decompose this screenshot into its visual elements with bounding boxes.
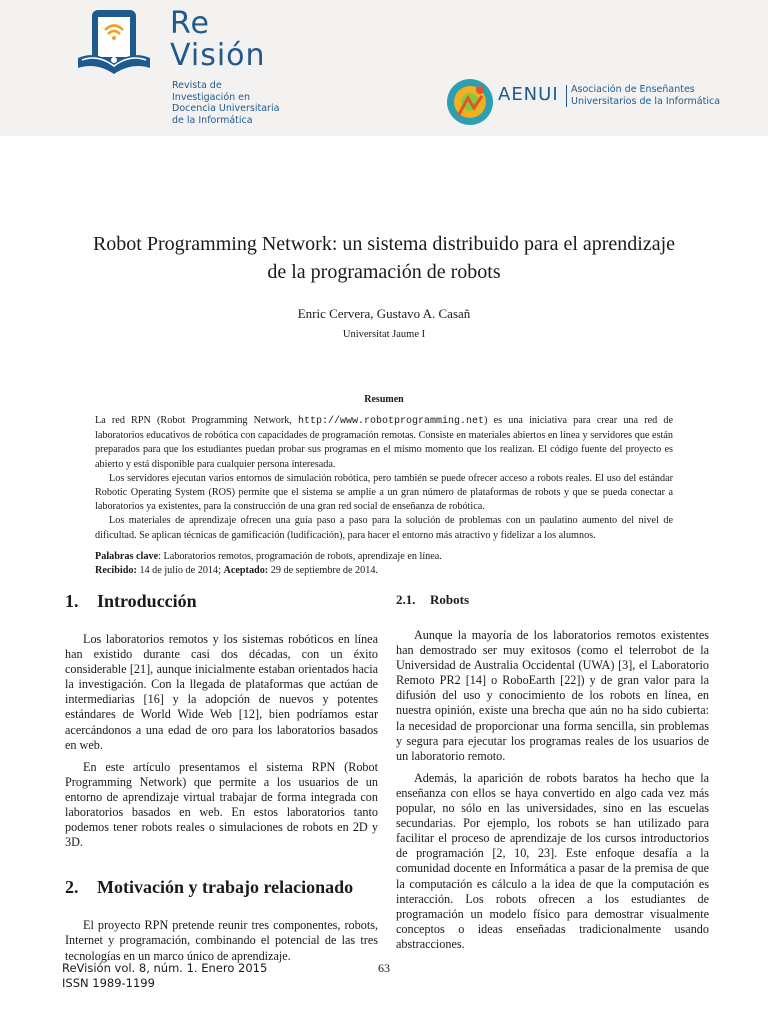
- project-url[interactable]: http://www.robotprogramming.net: [298, 416, 485, 427]
- abstract-heading: Resumen: [364, 394, 404, 405]
- paper-authors: Enric Cervera, Gustavo A. Casañ: [297, 306, 471, 321]
- section-heading: 1. Introducción: [65, 591, 197, 611]
- aenui-divider: [566, 85, 567, 107]
- footer-journal-info: ReVisión vol. 8, núm. 1. Enero 2015 ISSN 1989-1199: [62, 961, 268, 990]
- abstract-paragraph: La red RPN (Robot Programming Network, http://www.robotprogramming.net) es una iniciativa para crear una red de laboratorios educativos de robótica con capacidades de programación remotas. Consiste en materiales abiertos en línea y servidores que están preparados para que los estudiantes puedan probar sus programas en el mismo momento que los realizan. El código fuente del proyecto es abierto y está disponible para cualquier persona interesada.: [95, 415, 673, 470]
- left-column: [65, 590, 378, 971]
- dates-line: Recibido: 14 de julio de 2014; Aceptado: 29 de septiembre de 2014.: [95, 565, 378, 577]
- body-paragraph: Además, la aparición de robots baratos ha hecho que la enseñanza con ellos se haya convertido en algo cada vez más popular, no sólo en las universidades, sino en las escuelas secundarias. Por ejemplo, los robots se han utilizado para facilitar el proceso de aprendizaje de los cursos introductorios de programación [2, 10, 23]. Este enfoque desafía a la comunidad docente en Informática a pasar de la premisa de que la computación es cálculo a la idea de que la computación es interacción. Los robots ofrecen a los estudiantes de programación un modelo físico para demostrar visualmente conceptos o ideas enseñadas tradicionalmente usando abstracciones.: [396, 770, 709, 951]
- section-heading: 2. Motivación y trabajo relacionado: [65, 877, 354, 898]
- body-paragraph: Aunque la mayoría de los laboratorios remotos existentes han demostrado ser muy exitosos (como el telerrobot de la Universidad de Australia Occidental (UWA) [3], el Laboratorio Remoto PR2 [14] o RoboEarth [22]) y de gran valor para la difusión del uso y conocimiento de los robots en línea, en nuestra opinión, existe una brecha que aún no ha sido cubierta: la necesidad de proporcionar una forma sencilla, sin problemas y segura para ejecutar los programas reales de los usuarios de un laboratorio remoto.: [396, 628, 709, 763]
- aenui-name: AENUI: [498, 84, 559, 105]
- body-paragraph: El proyecto RPN pretende reunir tres componentes, robots, Internet y programación, combinando el potencial de las tres tecnologías en un marco único de aprendizaje.: [65, 918, 378, 963]
- journal-name: Re Visión: [170, 6, 266, 73]
- keywords-line: Palabras clave: Laboratorios remotos, programación de robots, aprendizaje en línea.: [95, 551, 442, 562]
- revision-logo-icon: [76, 8, 156, 80]
- journal-subtitle: Revista de Investigación en Docencia Universitaria de la Informática: [172, 80, 280, 126]
- subsection-heading: 2.1. Robots: [396, 592, 470, 607]
- aenui-logo-icon: [444, 76, 496, 128]
- journal-header: [0, 0, 768, 136]
- page-number: 63: [378, 961, 390, 975]
- abstract-paragraph: Los materiales de aprendizaje ofrecen una guía paso a paso para la solución de problemas con un paulatino aumento del nivel de dificultad. Se aplican técnicas de gamificación (ludificación), para hacer el entorno más atractivo y fidelizar a los alumnos.: [95, 515, 673, 541]
- paper-title: Robot Programming Network: un sistema distribuido para el aprendizaje de la programación de robots: [92, 233, 676, 283]
- abstract: [95, 414, 673, 543]
- right-column: [396, 590, 709, 959]
- paper-affiliation: Universitat Jaume I: [342, 329, 426, 340]
- body-paragraph: En este artículo presentamos el sistema RPN (Robot Programming Network) que permite a los usuarios de un entorno de aprendizaje virtual trabajar de forma integrada con laboratorios basados en web. En estos laboratorios tanto podemos tener robots reales o simulaciones de robots en 2D y 3D.: [65, 759, 378, 850]
- aenui-description: Asociación de Enseñantes Universitarios de la Informática: [571, 84, 721, 107]
- paper-metadata: [95, 550, 673, 578]
- body-paragraph: Los laboratorios remotos y los sistemas robóticos en línea han existido durante casi dos décadas, con un éxito considerable [21], aunque inicialmente estaban orientados hacia la investigación. Con la llegada de plataformas que actúan de intermediarias [16] y la adopción de nuevos y potentes estándares de World Wide Web [12], bien podríamos estar acercándonos a una edad de oro para los laboratorios basados en web.: [65, 632, 378, 752]
- abstract-paragraph: Los servidores ejecutan varios entornos de simulación robótica, pero también se puede ofrecer acceso a robots reales. El uso del estándar Robotic Operating System (ROS) permite que el sistema se amplíe a un gran número de plataformas de robots y que se pueda conectar a laboratorios ya existentes, para la construcción de una gran red social de enseñanza de robótica.: [95, 472, 673, 513]
